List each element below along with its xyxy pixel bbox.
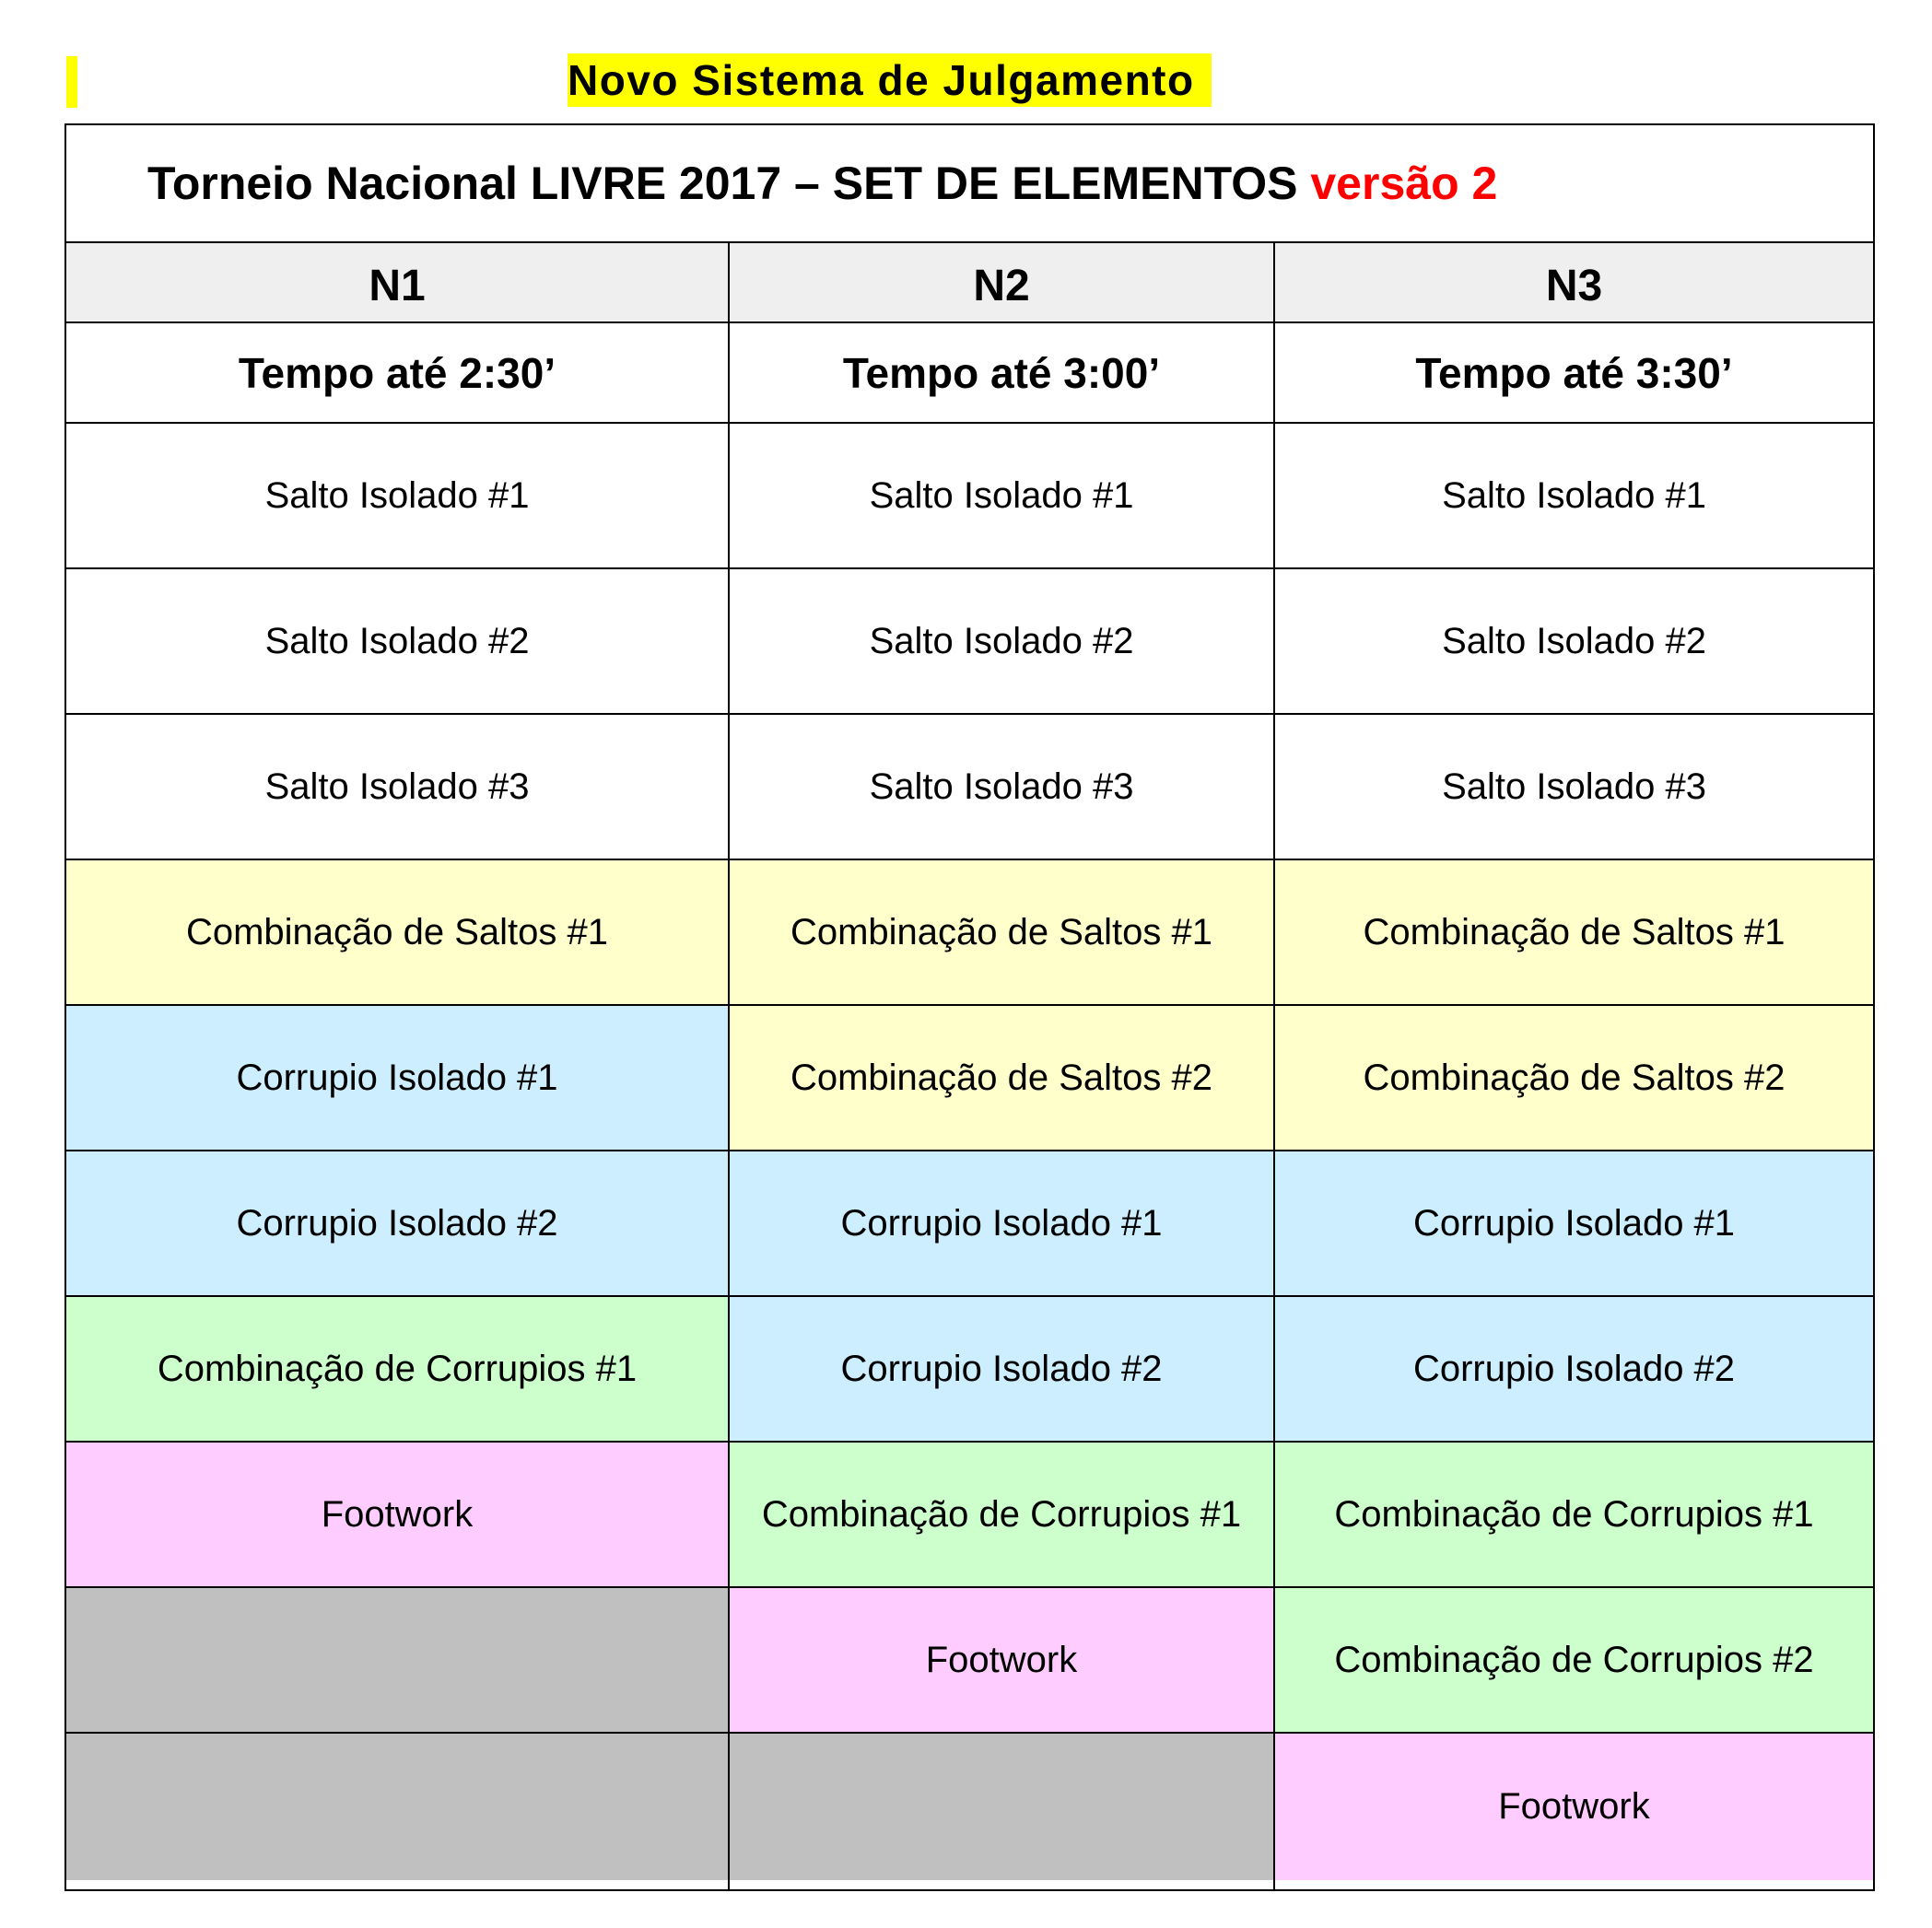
element-cell: Combinação de Saltos #2	[730, 1006, 1273, 1151]
table-title	[66, 125, 1873, 243]
elements-table	[64, 123, 1875, 1891]
element-cell: Combinação de Corrupios #1	[1275, 1443, 1873, 1588]
element-cell: Salto Isolado #3	[66, 715, 728, 860]
element-cell: Salto Isolado #2	[730, 569, 1273, 715]
page-title: Novo Sistema de Julgamento	[568, 53, 1212, 107]
table-title-version: versão 2	[1310, 158, 1498, 209]
element-cell: Footwork	[730, 1588, 1273, 1734]
level-columns	[66, 243, 1873, 1889]
element-cell: Salto Isolado #3	[730, 715, 1273, 860]
element-cell: Combinação de Saltos #2	[1275, 1006, 1873, 1151]
element-cell: Salto Isolado #1	[730, 424, 1273, 569]
column-n2	[730, 243, 1275, 1889]
element-cell: Combinação de Corrupios #2	[1275, 1588, 1873, 1734]
element-cell: Combinação de Saltos #1	[730, 860, 1273, 1006]
element-cell: Corrupio Isolado #2	[66, 1151, 728, 1297]
element-cell: Salto Isolado #2	[66, 569, 728, 715]
time-limit: Tempo até 3:30’	[1275, 323, 1873, 424]
element-cell: Corrupio Isolado #2	[1275, 1297, 1873, 1443]
element-cell: Combinação de Corrupios #1	[66, 1297, 728, 1443]
element-cell: Combinação de Saltos #1	[1275, 860, 1873, 1006]
element-cell: Footwork	[66, 1443, 728, 1588]
highlight-marker	[66, 56, 77, 108]
level-header: N1	[66, 243, 728, 323]
table-title-text: Torneio Nacional LIVRE 2017 – SET DE ELEMENTOS	[147, 158, 1298, 209]
element-cell: Salto Isolado #2	[1275, 569, 1873, 715]
element-cell: Salto Isolado #1	[66, 424, 728, 569]
time-limit: Tempo até 2:30’	[66, 323, 728, 424]
element-cell: Combinação de Corrupios #1	[730, 1443, 1273, 1588]
column-n3	[1275, 243, 1873, 1889]
empty-cell	[730, 1734, 1273, 1880]
empty-cell	[66, 1734, 728, 1880]
empty-cell	[66, 1588, 728, 1734]
element-cell: Footwork	[1275, 1734, 1873, 1880]
element-cell: Corrupio Isolado #1	[66, 1006, 728, 1151]
column-n1	[66, 243, 730, 1889]
element-cell: Corrupio Isolado #2	[730, 1297, 1273, 1443]
level-header: N2	[730, 243, 1273, 323]
element-cell: Corrupio Isolado #1	[730, 1151, 1273, 1297]
level-header: N3	[1275, 243, 1873, 323]
element-cell: Salto Isolado #3	[1275, 715, 1873, 860]
element-cell: Corrupio Isolado #1	[1275, 1151, 1873, 1297]
element-cell: Salto Isolado #1	[1275, 424, 1873, 569]
time-limit: Tempo até 3:00’	[730, 323, 1273, 424]
element-cell: Combinação de Saltos #1	[66, 860, 728, 1006]
